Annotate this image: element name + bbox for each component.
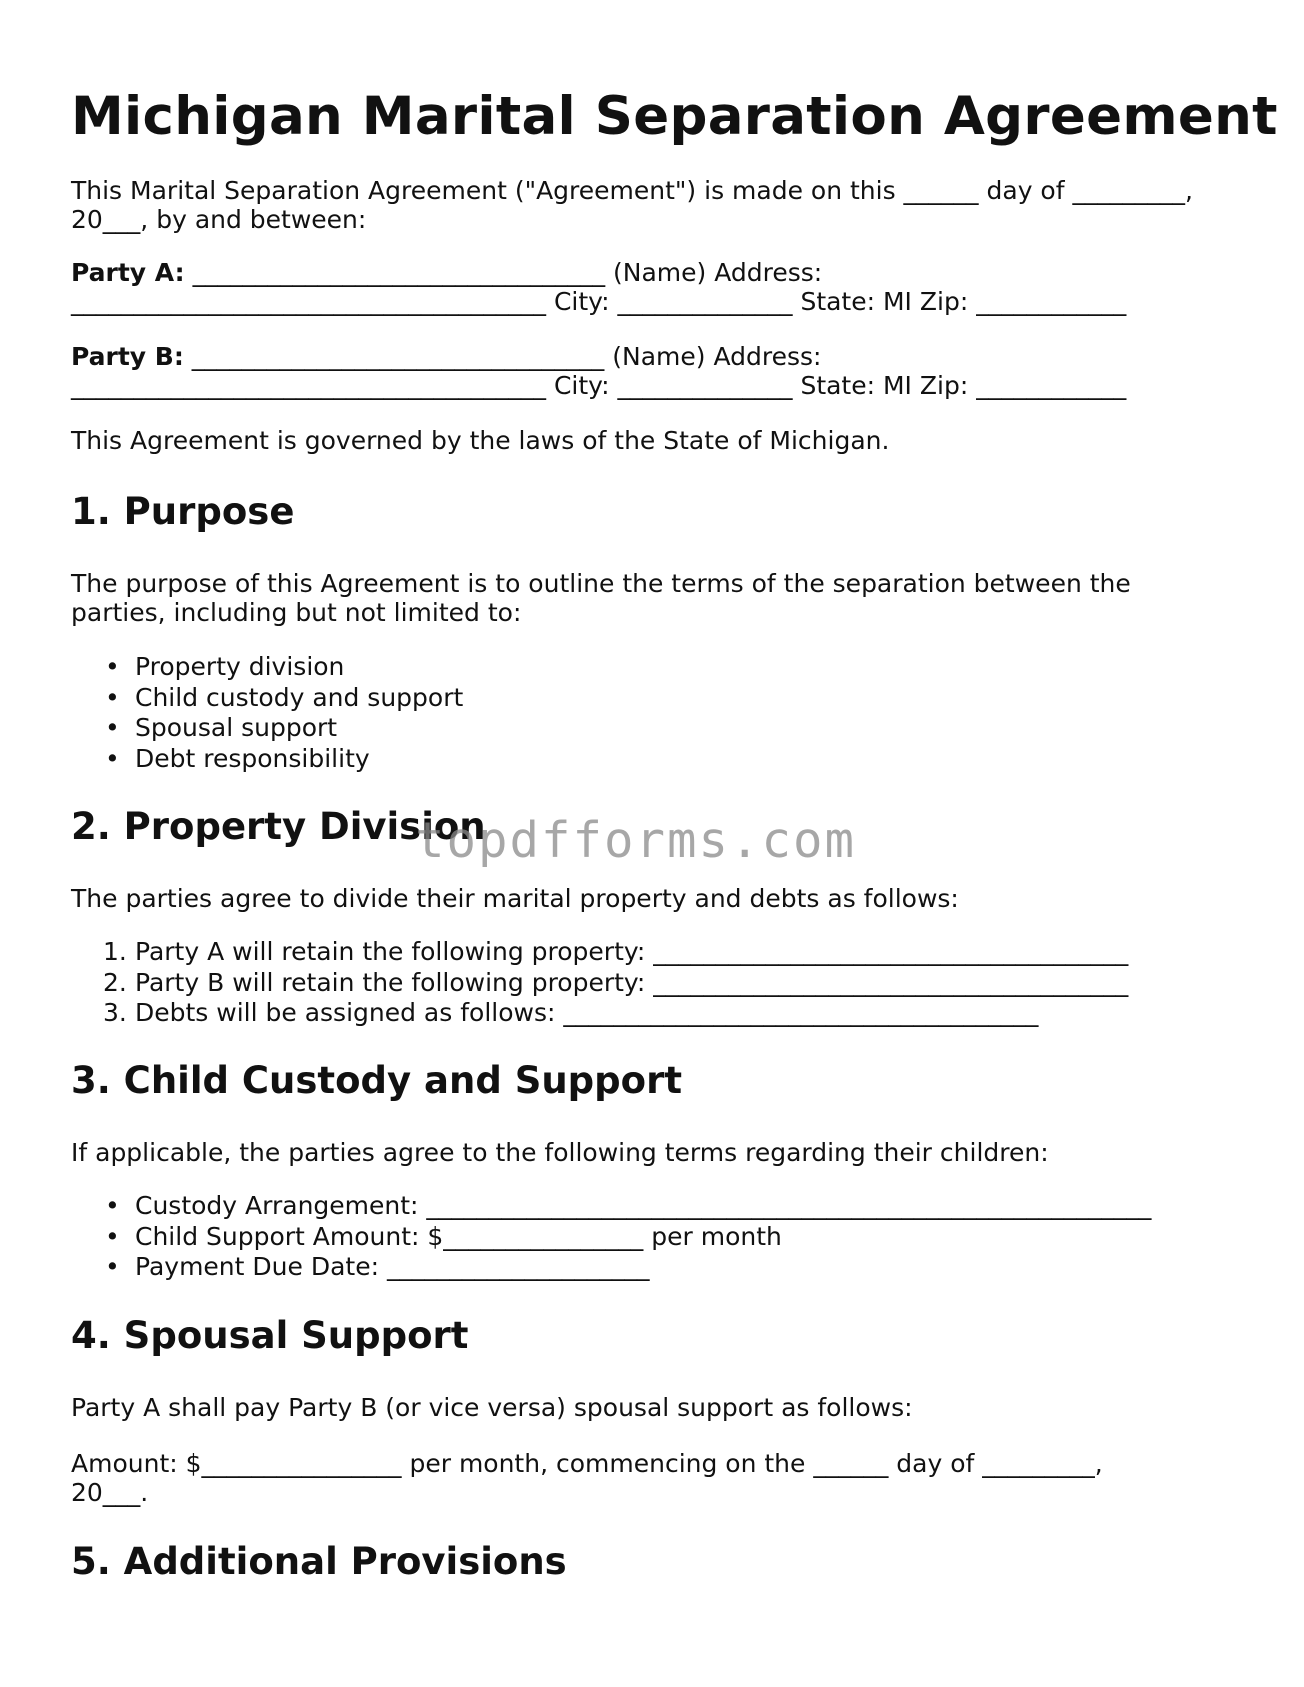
list-item: • Child Support Amount: $________________ per month bbox=[71, 1222, 1151, 1253]
party-a-name-field: _________________________________ (Name) Address: bbox=[184, 258, 823, 287]
list-item: • Debt responsibility bbox=[71, 744, 463, 775]
intro-line-1: This Marital Separation Agreement ("Agreement") is made on this ______ day of _________, bbox=[71, 176, 1193, 205]
watermark: topdfforms.com bbox=[415, 812, 857, 869]
custody-list bbox=[71, 1191, 1151, 1283]
party-b-address-line: ______________________________________ City: ______________ State: MI Zip: ____________ bbox=[71, 371, 1127, 400]
property-list bbox=[71, 937, 1128, 1029]
party-a-label: Party A: bbox=[71, 258, 185, 287]
property-text: The parties agree to divide their marital property and debts as follows: bbox=[71, 884, 959, 913]
list-number: 3. bbox=[103, 998, 127, 1027]
list-item: • Custody Arrangement: __________________________________________________________ bbox=[71, 1191, 1151, 1222]
document-title: Michigan Marital Separation Agreement bbox=[71, 86, 1278, 147]
spousal-amount-line-1: Amount: $________________ per month, commencing on the ______ day of _________, bbox=[71, 1449, 1103, 1478]
list-item bbox=[71, 998, 1128, 1029]
purpose-list bbox=[71, 652, 463, 774]
party-b-label: Party B: bbox=[71, 342, 184, 371]
party-a-address-line: ______________________________________ City: ______________ State: MI Zip: ____________ bbox=[71, 287, 1127, 316]
list-item: • Property division bbox=[71, 652, 463, 683]
list-item-text: Debts will be assigned as follows: ______________________________________ bbox=[135, 998, 1039, 1027]
governing-law: This Agreement is governed by the laws of the State of Michigan. bbox=[71, 426, 890, 455]
list-item: • Payment Due Date: _____________________ bbox=[71, 1252, 1151, 1283]
section-purpose-heading: 1. Purpose bbox=[71, 490, 295, 533]
section-additional-heading: 5. Additional Provisions bbox=[71, 1540, 567, 1583]
list-item-text: Party B will retain the following property: ______________________________________ bbox=[135, 967, 1129, 997]
custody-text: If applicable, the parties agree to the following terms regarding their children: bbox=[71, 1138, 1049, 1167]
section-custody-heading: 3. Child Custody and Support bbox=[71, 1059, 683, 1102]
section-spousal-heading: 4. Spousal Support bbox=[71, 1314, 469, 1357]
spousal-text: Party A shall pay Party B (or vice versa) spousal support as follows: bbox=[71, 1393, 913, 1422]
party-b-line-1 bbox=[71, 342, 821, 372]
list-number: 2. bbox=[103, 967, 127, 997]
list-item: • Child custody and support bbox=[71, 683, 463, 714]
intro-line-2: 20___, by and between: bbox=[71, 205, 367, 234]
purpose-text-line-1: The purpose of this Agreement is to outline the terms of the separation between the bbox=[71, 569, 1131, 598]
list-item: • Spousal support bbox=[71, 713, 463, 744]
purpose-text-line-2: parties, including but not limited to: bbox=[71, 598, 522, 627]
list-item bbox=[71, 968, 1128, 999]
list-number: 1. bbox=[103, 937, 127, 966]
section-property-heading: 2. Property Division bbox=[71, 805, 486, 848]
spousal-amount-line-2: 20___. bbox=[71, 1478, 149, 1507]
list-item bbox=[71, 937, 1128, 968]
party-a-line-1 bbox=[71, 258, 822, 288]
list-item-text: Party A will retain the following property: ______________________________________ bbox=[135, 937, 1129, 966]
party-b-name-field: _________________________________ (Name) Address: bbox=[183, 342, 822, 371]
